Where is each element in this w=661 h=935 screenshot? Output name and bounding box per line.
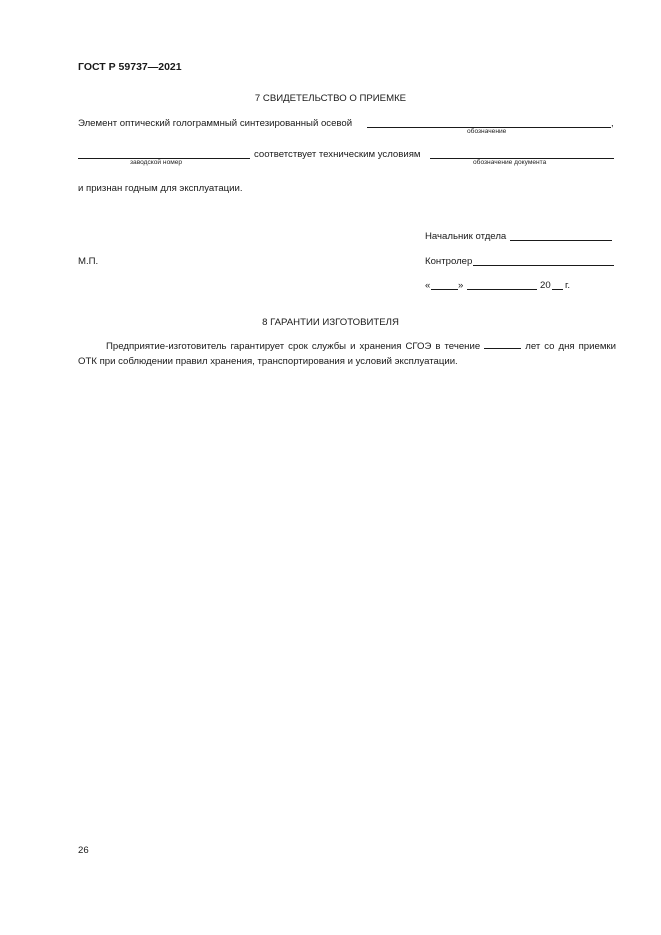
controller-label: Контролер: [425, 256, 473, 267]
warranty-paragraph: [78, 339, 616, 369]
section-8-title: 8 ГАРАНТИИ ИЗГОТОВИТЕЛЯ: [262, 317, 399, 328]
controller-signature-line: [473, 265, 614, 266]
warranty-years-fill-line: [484, 339, 521, 349]
document-designation-caption: обозначение документа: [473, 159, 547, 166]
warranty-text-part-1: Предприятие-изготовитель гарантирует срок службы и хранения СГОЭ в течение: [106, 341, 481, 352]
page-number: 26: [78, 845, 89, 856]
date-year-suffix: г.: [565, 280, 570, 291]
date-year-prefix: 20: [540, 280, 551, 291]
element-description: Элемент оптический голограммный синтезированный осевой: [78, 118, 353, 129]
serial-number-caption: заводской номер: [130, 159, 183, 166]
designation-caption: обозначение: [467, 128, 507, 135]
conforms-text: соответствует техническим условиям: [254, 149, 421, 160]
element-line-comma: ,: [611, 118, 614, 129]
date-day-fill-line: [431, 289, 458, 290]
stamp-label: М.П.: [78, 256, 99, 267]
document-number: ГОСТ Р 59737—2021: [78, 61, 182, 73]
date-month-fill-line: [467, 289, 537, 290]
warranty-text-part-2: лет со дня приемки ОТК при соблюдении правил хранения, транспортирования и условий эксплуатации.: [78, 341, 616, 367]
date-open-quote: «: [425, 280, 431, 291]
section-7-title: 7 СВИДЕТЕЛЬСТВО О ПРИЕМКЕ: [254, 93, 407, 104]
date-year-fill-line: [552, 289, 563, 290]
head-of-department-signature-line: [510, 240, 612, 241]
accepted-text: и признан годным для эксплуатации.: [78, 183, 243, 194]
head-of-department-label: Начальник отдела: [425, 231, 507, 242]
date-close-quote: »: [458, 280, 464, 291]
